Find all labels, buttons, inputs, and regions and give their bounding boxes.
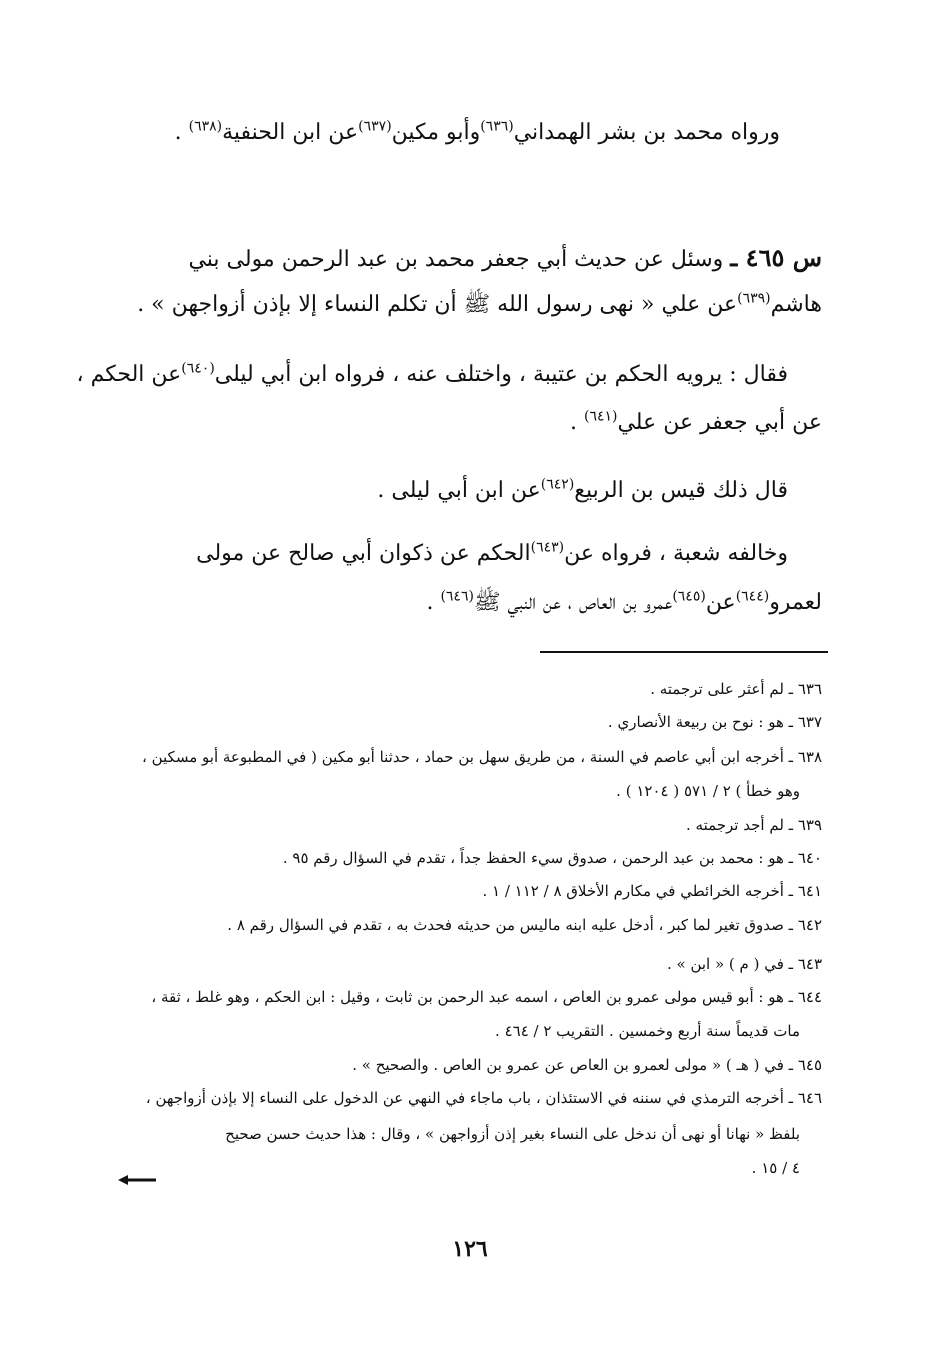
answer-p1-line-1 [77,360,788,390]
answer-p1-text-b: عن الحكم ، [76,362,182,387]
footnote-638-line-2: وهو خطأ ) ٢ / ٥٧١ ( ١٢٠٤ ) . [616,782,800,800]
answer-p1-text-c: عن أبي جعفر عن علي [617,410,822,435]
intro-end: . [174,120,189,145]
answer-p3-text-c: لعمرو [769,590,822,615]
footnote-ref-640[interactable]: (٦٤٠) [181,360,215,377]
answer-p3-text-d: عن [705,590,736,615]
footnote-636: ٦٣٦ ـ لم أعثر على ترجمته . [650,680,822,698]
answer-p3-text-b: الحكم عن ذكوان أبي صالح عن مولى [196,541,531,566]
answer-p3-text-f: . [426,590,441,615]
answer-p2-text-b: عن ابن أبي ليلى . [377,478,541,503]
footnote-645: ٦٤٥ ـ في ( هـ ) « مولى لعمرو بن العاص عن عمرو بن العاص . والصحيح » . [352,1056,822,1074]
intro-text-2: وأبو مكين [391,120,481,145]
answer-p2-text-a: قال ذلك قيس بن الربيع [574,478,788,503]
footnote-ref-639[interactable]: (٦٣٩) [737,290,771,307]
footnote-ref-637[interactable]: (٦٣٧) [358,118,392,135]
footnote-638-line-1: ٦٣٨ ـ أخرجه ابن أبي عاصم في السنة ، من طريق سهل بن حماد ، حدثنا أبو مكين ( في المطبوعة أبو مسكين ، [142,748,822,766]
question-number: س ٤٦٥ ـ [730,243,822,272]
footnote-643: ٦٤٣ ـ في ( م ) « ابن » . [666,955,822,973]
footnote-646-line-2: بلفظ « نهانا أو نهى أن ندخل على النساء بغير إذن أزواجهن » ، وقال : هذا حديث حسن صحيح [225,1125,800,1143]
answer-p1-line-2 [570,408,822,438]
footnote-ref-636[interactable]: (٦٣٦) [480,118,514,135]
question-text-2b: عن علي « نهى رسول الله ﷺ أن تكلم النساء إلا بإذن أزواجهن » . [137,292,738,317]
answer-p1-text-a: فقال : يرويه الحكم بن عتيبة ، واختلف عنه ، فرواه ابن أبي ليلى [214,362,788,387]
question-text-2a: هاشم [770,292,822,317]
footnote-641: ٦٤١ ـ أخرجه الخرائطي في مكارم الأخلاق ٨ / ١١٢ / ١ . [482,882,822,900]
answer-p3-text-a: وخالفه شعبة ، فرواه عن [564,541,788,566]
continuation-arrow-icon [118,1172,158,1188]
answer-p3-line-1 [196,539,788,569]
answer-p2-line [377,476,788,506]
answer-p3-line-2 [426,588,822,618]
footnote-ref-642[interactable]: (٦٤٢) [540,476,575,493]
footnote-646-line-1: ٦٤٦ ـ أخرجه الترمذي في سننه في الاستئذان ، باب ماجاء في النهي عن الدخول على النساء إلا بإذن أزواجهن ، [145,1089,822,1107]
footnote-639: ٦٣٩ ـ لم أجد ترجمته . [685,816,822,834]
footnote-ref-638[interactable]: (٦٣٨) [188,118,223,135]
intro-line [175,118,780,148]
footnote-646-line-3: ٤ / ١٥ . [751,1159,800,1177]
footnote-ref-645[interactable]: (٦٤٥) [672,588,706,605]
footnote-divider [540,651,828,653]
answer-p3-text-e: عمرو بن العاص ، عن النبي ﷺ [473,590,673,615]
footnote-637: ٦٣٧ ـ هو : نوح بن ربيعة الأنصاري . [607,713,822,731]
footnote-644-line-1: ٦٤٤ ـ هو : أبو قيس مولى عمرو بن العاص ، اسمه عبد الرحمن بن ثابت ، وقيل : ابن الحكم ، وهو غلط ، ثقة ، [151,988,822,1006]
footnote-640: ٦٤٠ ـ هو : محمد بن عبد الرحمن ، صدوق سيء الحفظ جداً ، تقدم في السؤال رقم ٩٥ . [282,849,822,867]
footnote-ref-646[interactable]: (٦٤٦) [440,588,474,605]
intro-text-3: عن ابن الحنفية [222,120,359,145]
page-number: ١٢٦ [452,1236,488,1262]
intro-text: ورواه محمد بن بشر الهمداني [513,120,780,145]
answer-p1-text-d: . [569,410,584,435]
footnote-642: ٦٤٢ ـ صدوق تغير لما كبر ، أدخل عليه ابنه ماليس من حديثه فحدث به ، تقدم في السؤال رقم ٨ . [227,916,822,934]
footnote-644-line-2: مات قديماً سنة أربع وخمسين . التقريب ٢ / ٤٦٤ . [495,1022,800,1040]
footnote-ref-644[interactable]: (٦٤٤) [735,588,770,605]
question-line-1 [188,243,822,275]
question-line-2 [137,290,822,320]
footnote-ref-643[interactable]: (٦٤٣) [530,539,565,556]
question-text-1: وسئل عن حديث أبي جعفر محمد بن عبد الرحمن مولى بني [188,247,724,272]
footnote-ref-641[interactable]: (٦٤١) [583,408,618,425]
